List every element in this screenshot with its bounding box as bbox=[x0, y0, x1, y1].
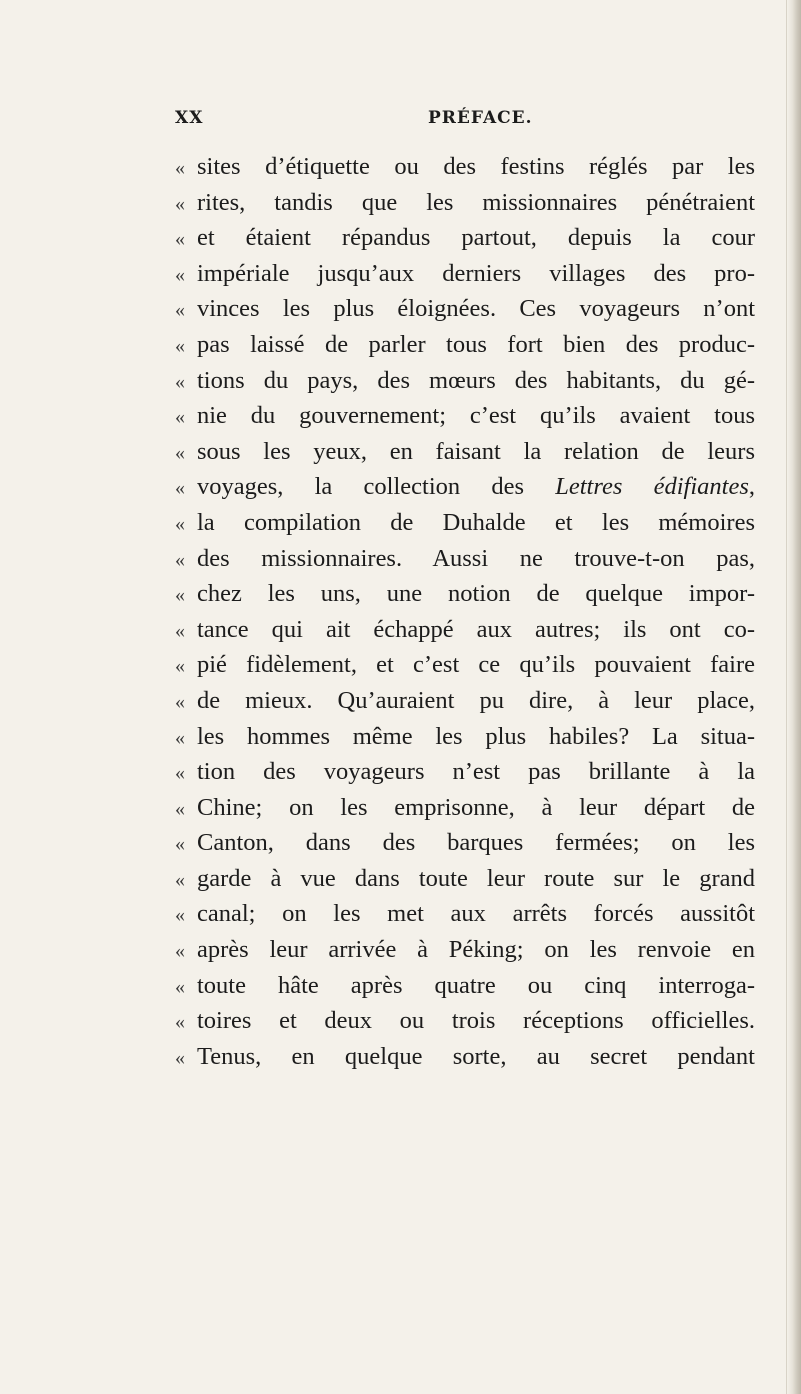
text-line bbox=[175, 469, 755, 505]
text-line bbox=[175, 363, 755, 399]
quote-mark: « bbox=[175, 1011, 185, 1034]
line-text: Canton, dans des barques fermées; on les bbox=[197, 829, 755, 857]
line-text: sous les yeux, en faisant la relation de leurs bbox=[197, 437, 755, 465]
line-text: de mieux. Qu’auraient pu dire, à leur place, bbox=[197, 686, 755, 714]
quote-mark: « bbox=[175, 548, 185, 571]
quote-mark: « bbox=[175, 441, 185, 464]
quote-mark: « bbox=[175, 299, 185, 322]
text-line bbox=[175, 932, 755, 968]
text-line bbox=[175, 291, 755, 327]
page-number: XX bbox=[175, 108, 204, 128]
quote-mark: « bbox=[175, 334, 185, 357]
quote-mark: « bbox=[175, 512, 185, 535]
quote-mark: « bbox=[175, 833, 185, 856]
body-text bbox=[175, 149, 755, 1074]
quote-mark: « bbox=[175, 584, 185, 607]
text-line bbox=[175, 825, 755, 861]
text-line bbox=[175, 327, 755, 363]
text-line bbox=[175, 896, 755, 932]
quote-mark: « bbox=[175, 868, 185, 891]
quote-mark: « bbox=[175, 690, 185, 713]
line-text: nie du gouvernement; c’est qu’ils avaient tous bbox=[197, 402, 755, 430]
text-line bbox=[175, 256, 755, 292]
quote-mark: « bbox=[175, 370, 185, 393]
text-line bbox=[175, 541, 755, 577]
quote-mark: « bbox=[175, 655, 185, 678]
line-text: sites d’étiquette ou des festins réglés par les bbox=[197, 153, 755, 180]
line-text: toires et deux ou trois réceptions officielles. bbox=[197, 1007, 755, 1035]
running-title: PRÉFACE. bbox=[428, 108, 533, 128]
line-text: après leur arrivée à Péking; on les renvoie en bbox=[197, 936, 755, 964]
page-header bbox=[175, 108, 755, 132]
quote-mark: « bbox=[175, 726, 185, 749]
line-text: impériale jusqu’aux derniers villages des pro- bbox=[197, 259, 755, 287]
text-line bbox=[175, 220, 755, 256]
quote-mark: « bbox=[175, 406, 185, 429]
line-text: et étaient répandus partout, depuis la cour bbox=[197, 224, 755, 252]
line-text: tions du pays, des mœurs des habitants, du gé- bbox=[197, 366, 755, 394]
line-text: rites, tandis que les missionnaires pénétraient bbox=[197, 188, 755, 216]
quote-mark: « bbox=[175, 904, 185, 927]
line-text: Tenus, en quelque sorte, au secret pendant bbox=[197, 1042, 755, 1070]
line-text: pas laissé de parler tous fort bien des produc- bbox=[197, 330, 755, 358]
text-line bbox=[175, 647, 755, 683]
text-line bbox=[175, 612, 755, 648]
quote-mark: « bbox=[175, 228, 185, 251]
text-line bbox=[175, 576, 755, 612]
quote-mark: « bbox=[175, 477, 185, 500]
page-edge-shadow bbox=[786, 0, 801, 1394]
line-text: les hommes même les plus habiles? La situa- bbox=[197, 722, 755, 750]
quote-mark: « bbox=[175, 192, 185, 215]
quote-mark: « bbox=[175, 1046, 185, 1069]
line-text: tance qui ait échappé aux autres; ils ont co- bbox=[197, 615, 755, 643]
text-line bbox=[175, 185, 755, 221]
text-line bbox=[175, 861, 755, 897]
quote-mark: « bbox=[175, 762, 185, 785]
line-text-pre: voyages, la collection des bbox=[197, 473, 556, 501]
quote-mark: « bbox=[175, 797, 185, 820]
quote-mark: « bbox=[175, 619, 185, 642]
line-text: chez les uns, une notion de quelque impor- bbox=[197, 580, 755, 608]
text-line bbox=[175, 754, 755, 790]
text-line bbox=[175, 683, 755, 719]
text-line bbox=[175, 398, 755, 434]
line-text: la compilation de Duhalde et les mémoires bbox=[197, 508, 755, 536]
quote-mark: « bbox=[175, 263, 185, 286]
line-text: garde à vue dans toute leur route sur le grand bbox=[197, 864, 755, 892]
line-text-post: , bbox=[748, 473, 755, 501]
text-line bbox=[175, 434, 755, 470]
line-text: canal; on les met aux arrêts forcés aussitôt bbox=[197, 900, 755, 928]
quote-mark: « bbox=[175, 157, 185, 179]
line-text bbox=[197, 469, 755, 505]
text-line bbox=[175, 719, 755, 755]
text-line bbox=[175, 968, 755, 1004]
quote-mark: « bbox=[175, 975, 185, 998]
line-text: pié fidèlement, et c’est ce qu’ils pouvaient faire bbox=[197, 651, 755, 679]
text-line bbox=[175, 1039, 755, 1075]
book-title-italic: Lettres édifiantes bbox=[555, 473, 749, 501]
text-line bbox=[175, 1003, 755, 1039]
text-line bbox=[175, 149, 755, 185]
line-text: tion des voyageurs n’est pas brillante à la bbox=[197, 758, 755, 786]
text-line bbox=[175, 790, 755, 826]
line-text: des missionnaires. Aussi ne trouve-t-on pas, bbox=[197, 544, 755, 572]
line-text: Chine; on les emprisonne, à leur départ de bbox=[197, 793, 755, 821]
line-text: vinces les plus éloignées. Ces voyageurs n’ont bbox=[197, 295, 755, 323]
quote-mark: « bbox=[175, 940, 185, 963]
text-line bbox=[175, 505, 755, 541]
line-text: toute hâte après quatre ou cinq interroga- bbox=[197, 971, 755, 999]
